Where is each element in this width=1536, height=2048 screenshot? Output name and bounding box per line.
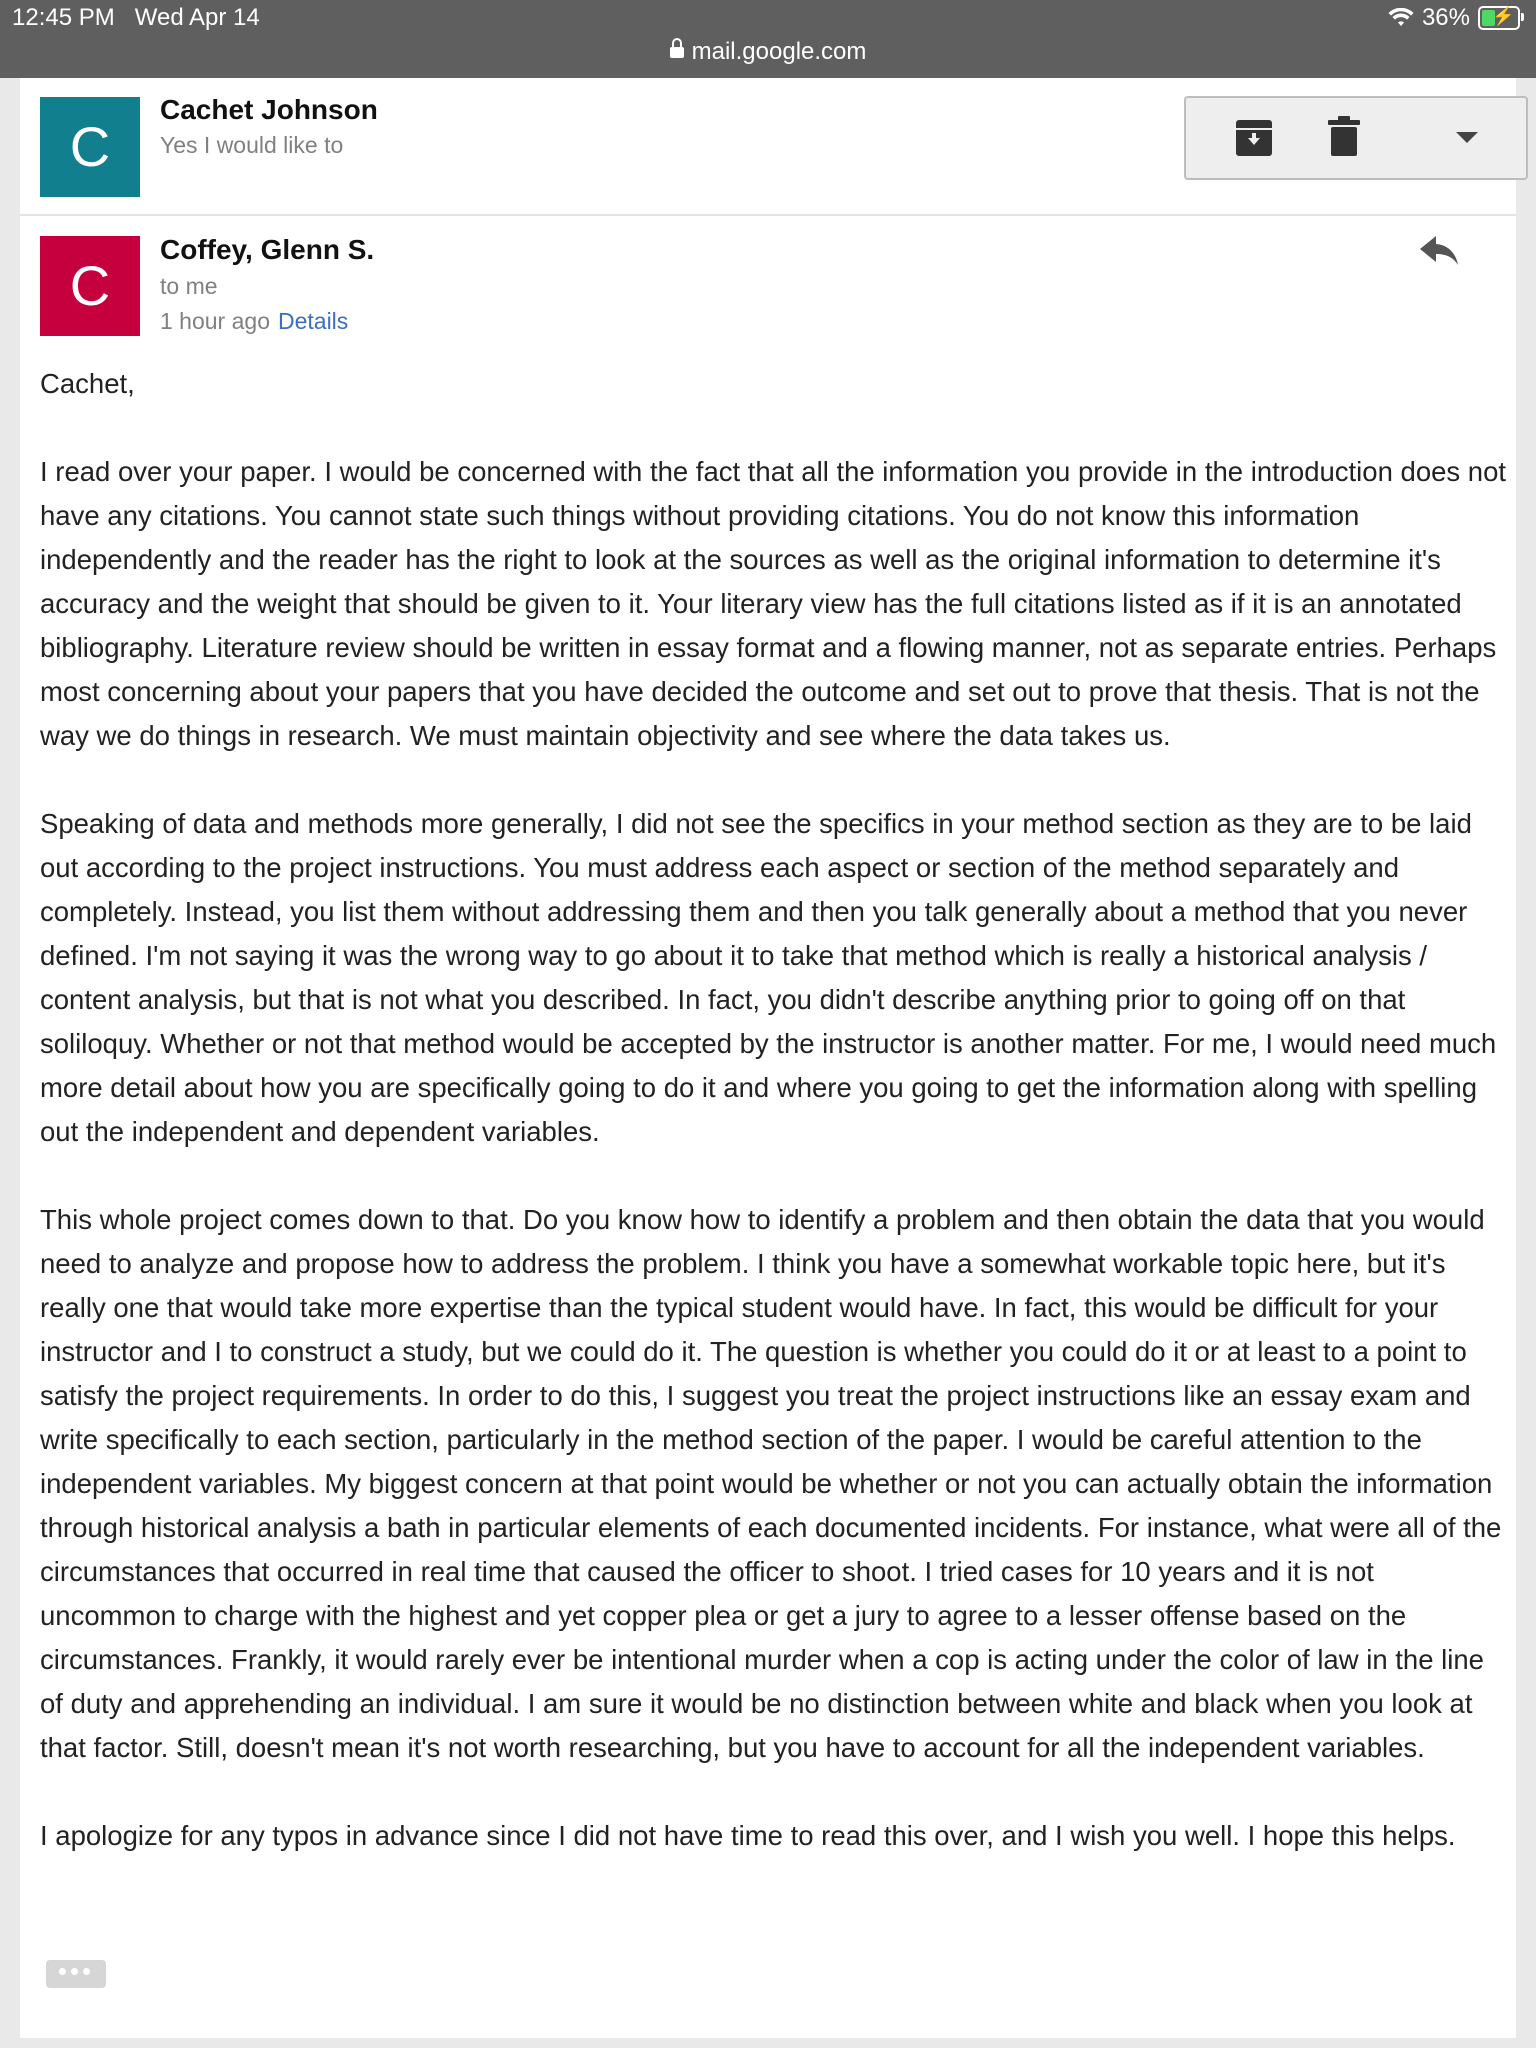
archive-icon <box>1234 118 1274 158</box>
battery-percent: 36% <box>1421 4 1470 31</box>
url-text: mail.google.com <box>691 38 867 65</box>
divider <box>20 214 1516 216</box>
url-bar[interactable] <box>0 38 1536 66</box>
body-paragraph: This whole project comes down to that. Do you know how to identify a problem and then obtain the data that you would need to analyze and propose how to address the problem. I think you have a somewhat workable topic here, but it's really one that would take more expertise than the typical student would have. In fact, this would be difficult for your instructor and I to construct a study, but we could do it. The question is whether you could do it or at least to a point to satisfy the project requirements. In order to do this, I suggest you treat the project instructions like an essay exam and write specifically to each section, particularly in the method section of the paper. I would be careful attention to the independent variables. My biggest concern at that point would be whether or not you can actually obtain the information through historical analysis a bath in particular elements of each documented incidents. For instance, what were all of the circumstances that occurred in real time that caused the officer to shoot. I tried cases for 10 years and it is not uncommon to charge with the highest and yet copper plea or get a jury to agree to a lesser offense based on the circumstances. Frankly, it would rarely ever be intentional murder when a cop is acting under the color of law in the line of duty and apprehending an individual. I am sure it would be no distinction between white and black when you look at that factor. Still, doesn't mean it's not worth researching, but you have to account for all the independent variables. <box>40 1204 1502 1763</box>
caret-down-icon <box>1456 132 1478 144</box>
status-time <box>12 4 260 32</box>
details-link[interactable]: Details <box>277 308 349 334</box>
status-indicators <box>1388 4 1520 32</box>
avatar: C <box>40 97 140 197</box>
lock-icon <box>670 47 684 58</box>
body-paragraph: I read over your paper. I would be concerned with the fact that all the information you provide in the introduction does not have any citations. You cannot state such things without providing citations. You do not know this information independently and the reader has the right to look at the sources as well as the original information to determine it's accuracy and the weight that should be given to it. Your literary view has the full citations listed as if it is an annotated bibliography. Literature review should be written in essay format and a flowing manner, not as separate entries. Perhaps most concerning about your papers that you have decided the outcome and set out to prove that thesis. That is not the way we do things in research. We must maintain objectivity and see where the data takes us. <box>40 456 1507 751</box>
recipient-line: to me <box>160 273 218 299</box>
email-thread <box>20 78 1516 2038</box>
more-actions-dropdown[interactable] <box>1422 98 1512 178</box>
clock: 12:45 PM <box>12 4 115 31</box>
message-body <box>40 362 1510 1902</box>
sender-name[interactable]: Coffey, Glenn S. <box>160 234 375 265</box>
battery-charging-icon: ⚡ <box>1478 6 1520 30</box>
previous-sender-name[interactable]: Cachet Johnson <box>160 94 378 125</box>
message-meta <box>160 308 348 335</box>
reply-icon <box>1420 236 1460 268</box>
previous-message-snippet[interactable]: Yes I would like to <box>160 132 344 158</box>
date: Wed Apr 14 <box>134 4 260 31</box>
trash-icon <box>1328 116 1360 156</box>
body-paragraph: Speaking of data and methods more generally, I did not see the specifics in your method section as they are to be laid out according to the project instructions. You must address each aspect or section of the method separately and completely. Instead, you list them without addressing them and then you talk generally about a method that you never defined. I'm not saying it was the wrong way to go about it to take that method which is really a historical analysis / content analysis, but that is not what you described. In fact, you didn't describe anything prior to going off on that soliloquy. Whether or not that method would be accepted by the instructor is another matter. For me, I would need much more detail about how you are specifically going to do it and where you going to get the information along with spelling out the independent and dependent variables. <box>40 808 1497 1147</box>
reply-button[interactable] <box>1420 236 1460 273</box>
avatar: C <box>40 236 140 336</box>
body-paragraph: I apologize for any typos in advance since I did not have time to read this over, and I wish you well. I hope this helps. <box>40 1820 1456 1851</box>
greeting: Cachet, <box>40 368 135 399</box>
wifi-icon <box>1388 8 1414 28</box>
delete-button[interactable] <box>1316 98 1406 178</box>
show-trimmed-content-button[interactable]: ••• <box>46 1960 106 1988</box>
archive-button[interactable] <box>1210 98 1300 178</box>
ios-status-bar <box>0 0 1536 78</box>
message-time: 1 hour ago <box>160 308 270 334</box>
message-toolbar <box>1184 96 1528 180</box>
